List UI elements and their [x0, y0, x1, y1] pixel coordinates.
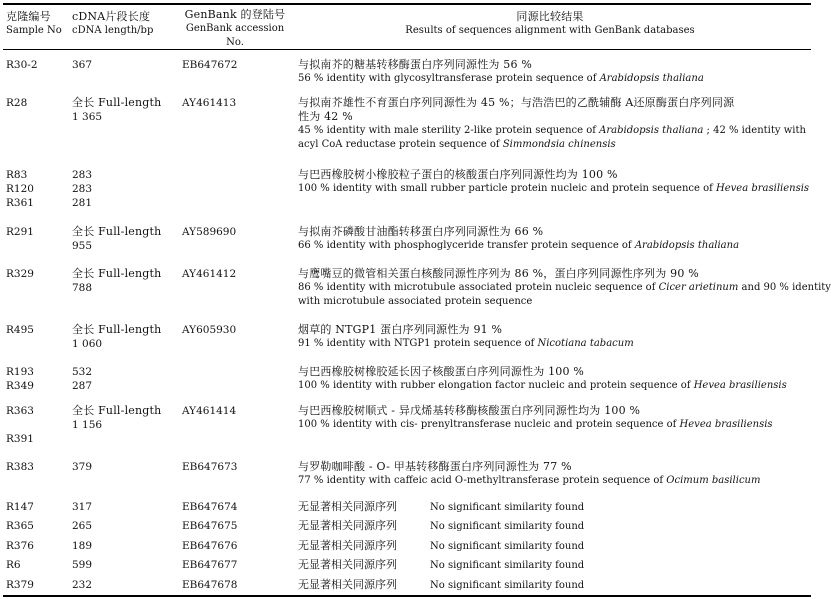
- length-cell: 全长 Full-length 1 156: [72, 404, 162, 431]
- length-cell: 265: [72, 520, 93, 532]
- header-cdna-length: cDNA片段长度 cDNA length/bp: [72, 10, 154, 36]
- length-cell: 283 283 281: [72, 169, 93, 209]
- accession-cell: AY589690: [182, 226, 237, 238]
- sample-cell: R329: [6, 268, 34, 280]
- length-cell: 532 287: [72, 366, 93, 392]
- result-cell: 烟草的 NTGP1 蛋白序列同源性为 91 % 91 % identity with NTGP1 protein sequence of Nicotiana tabacum: [298, 323, 634, 349]
- header-rule: [3, 49, 811, 50]
- length-cell: 317: [72, 501, 93, 513]
- sample-cell: R495: [6, 324, 34, 336]
- header-results: 同源比较结果 Results of sequences alignment with GenBank databases: [405, 10, 695, 36]
- result-cell: 与巴西橡胶树橡胶延长因子核酸蛋白序列同源性为 100 % 100 % identity with rubber elongation factor nucleic and protein sequence of Hevea brasiliensis: [298, 365, 787, 391]
- header-accession: GenBank 的登陆号 GenBank accession No.: [184, 8, 286, 48]
- accession-cell: EB647674: [182, 501, 238, 513]
- bottom-rule: [3, 595, 811, 597]
- result-cell: 与巴西橡胶树小橡胶粒子蛋白的核酸蛋白序列同源性均为 100 % 100 % identity with small rubber particle protein nucleic and protein sequence of Hevea brasiliensis: [298, 168, 810, 194]
- sample-cell: R83 R120 R361: [6, 169, 34, 209]
- accession-cell: EB647677: [182, 559, 238, 571]
- sample-cell: R365: [6, 520, 34, 532]
- length-cell: 232: [72, 579, 93, 591]
- result-cell: 无显著相关同源序列 No significant similarity found: [298, 578, 585, 591]
- result-cell: 与罗勒咖啡酸 - O- 甲基转移酶蛋白序列同源性为 77 % 77 % identity with caffeic acid O-methyltransferase protein sequence of Ocimum basilicum: [298, 460, 761, 486]
- sample-cell: R291: [6, 226, 34, 238]
- length-cell: 全长 Full-length 1 060: [72, 323, 162, 350]
- sample-cell: R30-2: [6, 59, 38, 71]
- accession-cell: EB647673: [182, 461, 238, 473]
- result-cell: 与鹰嘴豆的微管相关蛋白核酸同源性序列为 86 %，蛋白序列同源性序列为 90 % 86 % identity with microtubule associated protein nucleic sequence of Cicer arietinum and 90 % identity with microtubule associated protein sequence: [298, 267, 831, 307]
- accession-cell: EB647675: [182, 520, 238, 532]
- length-cell: 599: [72, 559, 93, 571]
- result-cell: 无显著相关同源序列 No significant similarity found: [298, 500, 585, 513]
- accession-cell: EB647676: [182, 540, 238, 552]
- result-cell: 与拟南芥雄性不育蛋白序列同源性为 45 %；与浩浩巴的乙酰辅酶 A还原酶蛋白序列同源 性为 42 % 45 % identity with male sterility 2-like protein sequence of Arabidopsis thaliana ; 42 % identity with acyl CoA reductase protein sequence of Simmondsia chinensis: [298, 96, 806, 150]
- sample-cell: R383: [6, 461, 34, 473]
- sample-cell: R376: [6, 540, 34, 552]
- header-sample-no: 克隆编号 Sample No: [6, 10, 62, 36]
- result-cell: 与巴西橡胶树顺式 - 异戊烯基转移酶核酸蛋白序列同源性均为 100 % 100 % identity with cis- prenyltransferase nucleic and protein sequence of Hevea brasiliensis: [298, 404, 773, 430]
- result-cell: 与拟南芥磷酸甘油酯转移蛋白序列同源性为 66 % 66 % identity with phosphoglyceride transfer protein sequence of Arabidopsis thaliana: [298, 225, 740, 251]
- accession-cell: EB647678: [182, 579, 238, 591]
- result-cell: 无显著相关同源序列 No significant similarity found: [298, 539, 585, 552]
- result-cell: 与拟南芥的糖基转移酶蛋白序列同源性为 56 % 56 % identity with glycosyltransferase protein sequence of Arabidopsis thaliana: [298, 58, 704, 84]
- accession-cell: AY605930: [182, 324, 237, 336]
- result-cell: 无显著相关同源序列 No significant similarity found: [298, 558, 585, 571]
- sample-cell: R363 R391: [6, 405, 34, 445]
- length-cell: 379: [72, 461, 93, 473]
- accession-cell: AY461414: [182, 405, 237, 417]
- length-cell: 189: [72, 540, 93, 552]
- top-rule: [3, 3, 811, 5]
- length-cell: 全长 Full-length 1 365: [72, 96, 162, 123]
- length-cell: 全长 Full-length 788: [72, 267, 162, 294]
- sample-cell: R147: [6, 501, 34, 513]
- sample-cell: R193 R349: [6, 366, 34, 392]
- length-cell: 367: [72, 59, 93, 71]
- sample-cell: R6: [6, 559, 21, 571]
- accession-cell: AY461412: [182, 268, 237, 280]
- sample-cell: R379: [6, 579, 34, 591]
- accession-cell: AY461413: [182, 97, 237, 109]
- result-cell: 无显著相关同源序列 No significant similarity found: [298, 519, 585, 532]
- sample-cell: R28: [6, 97, 28, 109]
- accession-cell: EB647672: [182, 59, 238, 71]
- length-cell: 全长 Full-length 955: [72, 225, 162, 252]
